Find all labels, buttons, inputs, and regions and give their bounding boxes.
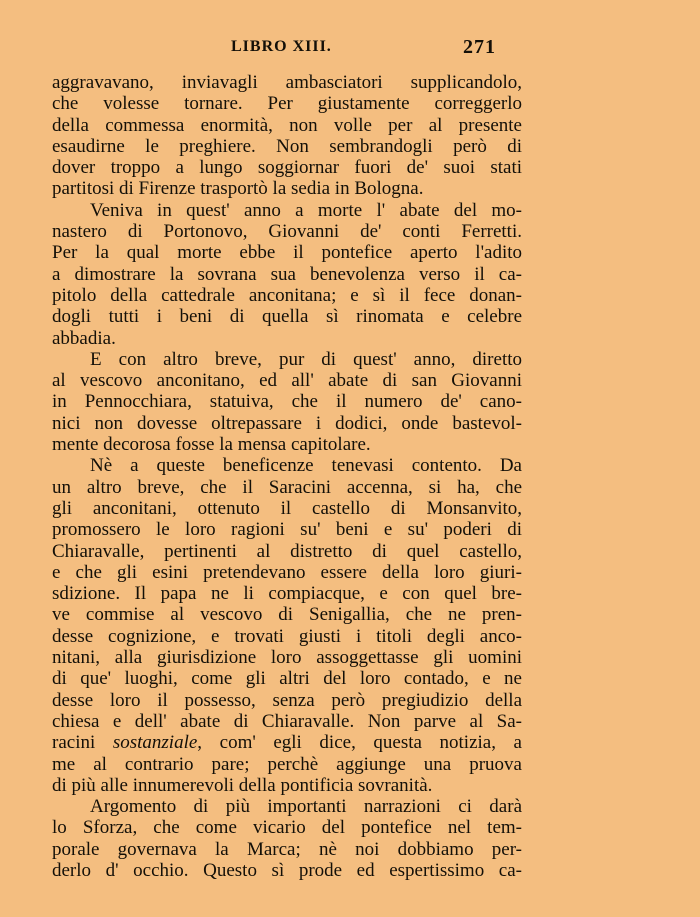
italic-term: sostanziale (112, 732, 198, 754)
paragraph-start-line: Nè a queste beneficenze tenevasi contento. Da (90, 455, 522, 477)
text-line: abbadia. (52, 327, 116, 349)
text-line: Per la qual morte ebbe il pontefice aperto l'adito (52, 242, 522, 264)
text-line: della commessa enormità, non volle per al presente (52, 114, 522, 136)
body-text (52, 72, 522, 881)
line-text-end: , com' egli dice, questa notizia, a (197, 732, 522, 754)
text-line: esaudirne le preghiere. Non sembrandogli però di (52, 135, 522, 157)
text-line: desse loro il possesso, senza però pregiudizio della (52, 689, 522, 711)
page-header (0, 38, 700, 62)
text-line: di que' luoghi, come gli altri del loro contado, e ne (52, 668, 522, 690)
text-line: al vescovo anconitano, ed all' abate di san Giovanni (52, 370, 522, 392)
text-line: un altro breve, che il Saracini accenna, si ha, che (52, 476, 522, 498)
text-line: derlo d' occhio. Questo sì prode ed espertissimo ca- (52, 859, 522, 881)
text-line: di più alle innumerevoli della pontificia sovranità. (52, 774, 433, 796)
text-line: a dimostrare la sovrana sua benevolenza verso il ca- (52, 263, 522, 285)
text-line: chiesa e dell' abate di Chiaravalle. Non parve al Sa- (52, 710, 522, 732)
paragraph-start-line: Argomento di più importanti narrazioni ci darà (90, 796, 522, 818)
text-line: pitolo della cattedrale anconitana; e sì il fece donan- (52, 284, 522, 306)
text-line: in Pennocchiara, statuiva, che il numero de' cano- (52, 391, 522, 413)
text-line: me al contrario pare; perchè aggiunge una pruova (52, 753, 522, 775)
text-line: nici non dovesse oltrepassare i dodici, onde bastevol- (52, 412, 522, 434)
paragraph-start-line: E con altro breve, pur di quest' anno, diretto (90, 348, 522, 370)
text-line: nastero di Portonovo, Giovanni de' conti Ferretti. (52, 221, 522, 243)
text-line: ve commise al vescovo di Senigallia, che ne pren- (52, 604, 522, 626)
text-line-with-italic (52, 732, 522, 753)
text-line: dogli tutti i beni di quella sì rinomata e celebre (52, 306, 522, 328)
text-line: dover troppo a lungo soggiornar fuori de' suoi stati (52, 157, 522, 179)
page-number: 271 (463, 36, 496, 58)
text-line: gli anconitani, ottenuto il castello di Monsanvito, (52, 497, 522, 519)
text-line: aggravavano, inviavagli ambasciatori supplicandolo, (52, 72, 522, 93)
text-line: promossero le loro ragioni su' beni e su' poderi di (52, 519, 522, 541)
text-line: desse cognizione, e trovati giusti i titoli degli anco- (52, 625, 522, 647)
text-line: nitani, alla giurisdizione loro assoggettasse gli uomini (52, 647, 522, 669)
paragraph-start-line: Veniva in quest' anno a morte l' abate del mo- (90, 199, 522, 221)
running-head: LIBRO XIII. (231, 38, 332, 55)
text-line: porale governava la Marca; nè noi dobbiamo per- (52, 838, 522, 860)
text-line: Chiaravalle, pertinenti al distretto di quel castello, (52, 540, 522, 562)
text-line: mente decorosa fosse la mensa capitolare. (52, 434, 371, 456)
line-text-start: racini (52, 732, 113, 754)
text-line: sdizione. Il papa ne li compiacque, e con quel bre- (52, 583, 522, 605)
text-line: che volesse tornare. Per giustamente correggerlo (52, 93, 522, 115)
text-line: e che gli esini pretendevano essere della loro giuri- (52, 561, 522, 583)
text-line: partitosi di Firenze trasportò la sedia in Bologna. (52, 178, 424, 200)
text-line: lo Sforza, che come vicario del pontefice nel tem- (52, 817, 522, 839)
